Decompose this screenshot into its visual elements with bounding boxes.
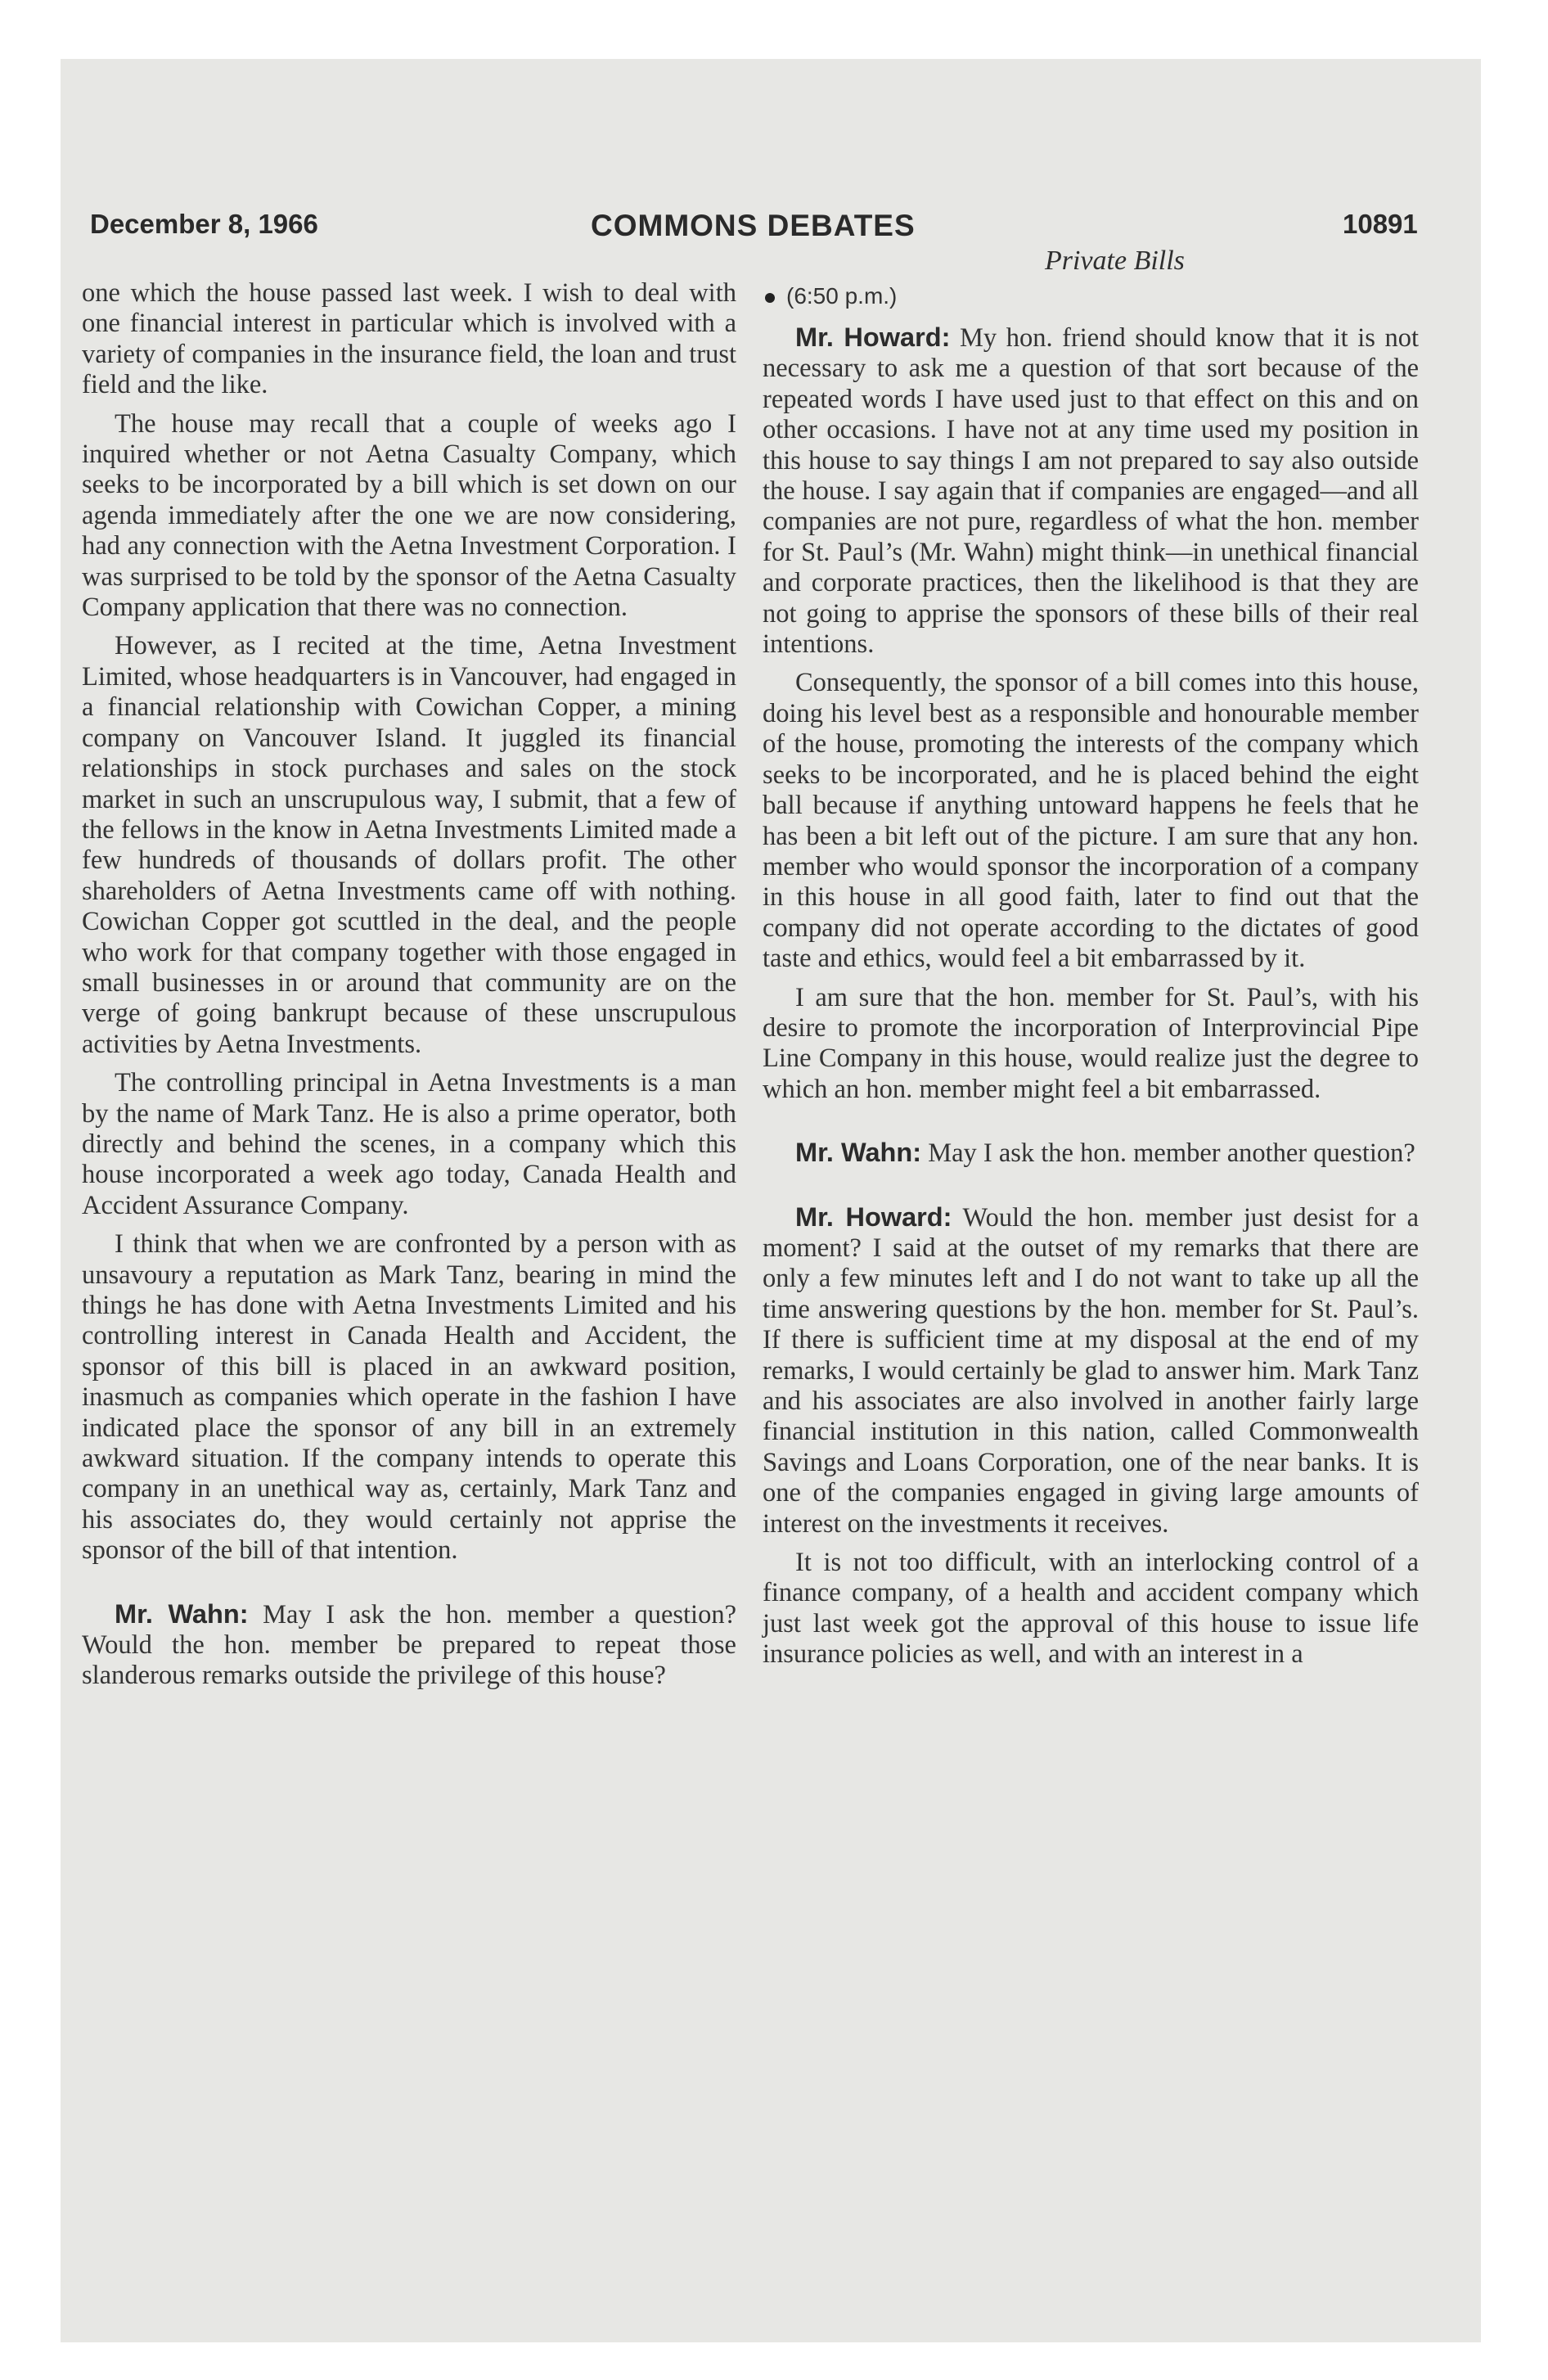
speaker-name: Mr. Howard: — [795, 322, 951, 352]
paragraph: The controlling principal in Aetna Investments is a man by the name of Mark Tanz. He is also a prime operator, both directly and behind the scenes, in a company which this house incorporated a week ago today, Canada Health and Accident Assurance Company. — [82, 1068, 736, 1220]
left-column — [82, 278, 736, 1692]
paragraph: one which the house passed last week. I wish to deal with one financial interest in particular which is involved with a variety of companies in the insurance field, the loan and trust field and the like. — [82, 278, 736, 400]
paragraph: The house may recall that a couple of weeks ago I inquired whether or not Aetna Casualty Company, which seeks to be incorporated by a bill which is set down on our agenda immediately after the one we are now considering, had any connection with the Aetna Investment Corporation. I was surprised to be told by the sponsor of the Aetna Casualty Company application that there was no connection. — [82, 408, 736, 623]
speech-paragraph: Mr. Howard: Would the hon. member just desist for a moment? I said at the outset of my remarks that there are only a few minutes left and I do not want to take up all the time answering questions by the hon. member for St. Paul’s. If there is sufficient time at my disposal at the end of my remarks, I would certainly be glad to answer him. Mark Tanz and his associates are also involved in another fairly large financial institution in this nation, called Commonwealth Savings and Loans Corporation, one of the near banks. It is one of the companies engaged in giving large amounts of interest on the investments it receives. — [763, 1201, 1419, 1539]
paragraph: Consequently, the sponsor of a bill comes into this house, doing his level best as a responsible and honourable member of the house, promoting the interests of the company which seeks to be incorporated, and he is placed behind the eight ball because if anything untoward happens he feels that he has been a bit left out of the picture. I am sure that any hon. member who would sponsor the incorporation of a company in this house in all good faith, later to find out that the company did not operate according to the dictates of good taste and ethics, would feel a bit embarrassed by it. — [763, 668, 1419, 974]
paragraph: However, as I recited at the time, Aetna Investment Limited, whose headquarters is in Vancouver, had engaged in a financial relationship with Cowichan Copper, a mining company on Vancouver Island. It juggled its financial relationships in stock purchases and sales on the stock market in such an unscrupulous way, I submit, that a few of the fellows in the know in Aetna Investments Limited made a few hundreds of thousands of dollars profit. The other shareholders of Aetna Investments came off with nothing. Cowichan Copper got scuttled in the deal, and the people who work for that company together with those engaged in small businesses in or around that community are on the verge of going bankrupt because of these unscrupulous activities by Aetna Investments. — [82, 631, 736, 1059]
header-date: December 8, 1966 — [90, 209, 318, 239]
speaker-name: Mr. Wahn: — [115, 1598, 249, 1629]
speaker-name: Mr. Wahn: — [795, 1138, 922, 1168]
time-marker-text: (6:50 p.m.) — [786, 283, 898, 309]
header-title: COMMONS DEBATES — [591, 209, 916, 242]
time-marker — [765, 283, 897, 309]
paragraph: I think that when we are confronted by a person with as unsavoury a reputation as Mark Tanz, bearing in mind the things he has done with Aetna Investments Limited and his controlling interest in Canada Health and Accident, the sponsor of this bill is placed in an awkward position, inasmuch as companies which operate in the fashion I have indicated place the sponsor of any bill in an extremely awkward situation. If the company intends to operate this company in an unethical way as, certainly, Mark Tanz and his associates do, they would certainly not apprise the sponsor of the bill of that intention. — [82, 1229, 736, 1566]
speech-paragraph: Mr. Wahn: May I ask the hon. member another question? — [795, 1138, 1415, 1169]
paragraph: It is not too difficult, with an interlocking control of a finance company, of a health and accident company which just last week got the approval of this house to issue life insurance policies as well, and with an interest in a — [763, 1548, 1419, 1670]
speech-paragraph: Mr. Wahn: May I ask the hon. member a question? Would the hon. member be prepared to repeat those slanderous remarks outside the privilege of this house? — [82, 1598, 737, 1691]
header-page-number: 10891 — [1343, 209, 1418, 239]
right-column — [763, 322, 1419, 1670]
paragraph: I am sure that the hon. member for St. Paul’s, with his desire to promote the incorporation of Interprovincial Pipe Line Company in this house, would realize just the degree to which an hon. member might feel a bit embarrassed. — [763, 982, 1419, 1104]
speaker-name: Mr. Howard: — [795, 1201, 952, 1232]
bullet-icon — [765, 293, 775, 303]
speech-paragraph: Mr. Howard: My hon. friend should know that it is not necessary to ask me a question of that sort because of the repeated words I have used just to that effect on this and on other occasions. I have not at any time used my position in this house to say things I am not prepared to say also outside the house. I say again that if companies are engaged—and all companies are not pure, regardless of what the hon. member for St. Paul’s (Mr. Wahn) might think—in unethical financial and corporate practices, then the likelihood is that they are not going to apprise the sponsors of these bills of their real intentions. — [763, 322, 1419, 660]
section-heading: Private Bills — [1045, 246, 1185, 276]
